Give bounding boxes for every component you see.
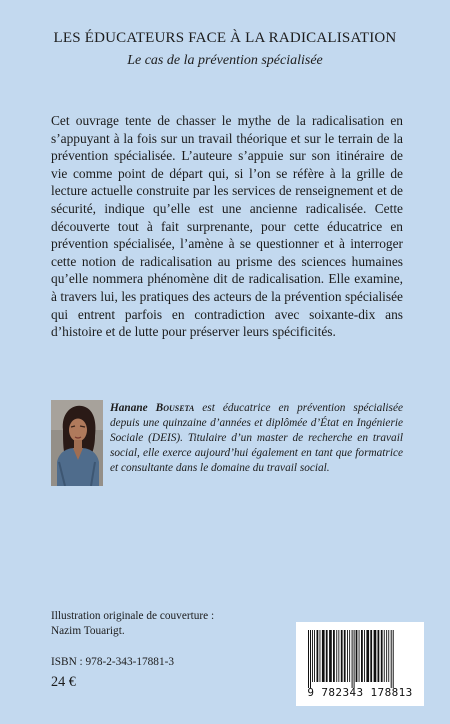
barcode-bar (374, 630, 377, 682)
barcode-bar (310, 630, 311, 688)
barcode-bar (344, 630, 346, 682)
barcode-bar (378, 630, 380, 682)
barcode-bar (308, 630, 309, 688)
barcode-bar (333, 630, 335, 682)
book-title: LES ÉDUCATEURS FACE À LA RADICALISATION (53, 30, 397, 46)
barcode-bar (322, 630, 325, 682)
barcode-bar (386, 630, 387, 682)
author-last-name: Bouseta (155, 402, 195, 414)
cover-credit (51, 609, 214, 638)
barcode-bar (314, 630, 315, 682)
barcode-bar (366, 630, 369, 682)
author-bio-text: est éducatrice en prévention spécialisée depuis une quinzaine d’années et diplômée d’État en Ingénierie Sociale (DEIS). Titulaire d’un master de recherche en travail social, elle exerce aujourd’hui également en tant que formatrice et consultante dans le domaine du travail social. (110, 402, 403, 474)
barcode-bar (347, 630, 348, 682)
barcode-bar (361, 630, 363, 682)
barcode-bar (336, 630, 337, 682)
price: 24 € (51, 674, 76, 690)
book-subtitle: Le cas de la prévention spécialisée (127, 53, 323, 68)
barcode-bar (356, 630, 358, 682)
barcode-bar (338, 630, 339, 682)
barcode-bar (388, 630, 389, 682)
barcode-bar (381, 630, 383, 682)
book-summary: Cet ouvrage tente de chasser le mythe de la radicalisation en s’appuyant à la fois sur un travail théorique et sur le terrain de la prévention spécialisée. L’auteure s’appuie sur son itinéraire de vie comme point de départ qui, si l’on se réfère à la grille de lecture actuelle construite par les services de renseignement et de sécurité, indique qu’elle est une ancienne radicalisée. Cette découverte tout à fait surprenante, pour cette éducatrice en prévention spécialisée, l’amène à se questionner et à interroger cette notion de radicalisation au prisme des sciences humaines qu’elle nommera phénomène dit de radicalisation. Elle examine, à travers lui, les pratiques des acteurs de la prévention spécialisée qui entrent parfois en contradiction avec soixante-dix ans d’histoire et de lutte pour préserver leurs spécificités. (51, 113, 403, 340)
barcode-bar (370, 630, 372, 682)
barcode-bar (329, 630, 332, 682)
cover-credit-label: Illustration originale de couverture : (51, 610, 215, 622)
barcode-bar (320, 630, 321, 682)
barcode-bar (391, 630, 392, 688)
barcode-bar (364, 630, 365, 682)
barcode-bar (312, 630, 313, 682)
cover-credit-artist: Nazim Touarigt. (51, 624, 125, 637)
isbn: ISBN : 978-2-343-17881-3 (51, 656, 175, 668)
barcode-bar (317, 630, 319, 682)
barcode-bar (359, 630, 360, 682)
barcode-bar (384, 630, 385, 682)
barcode-digits: 9 782343 178813 (307, 686, 413, 699)
author-bio (110, 401, 403, 476)
barcode-bar (352, 630, 353, 688)
barcode (296, 622, 424, 706)
author-photo (51, 400, 103, 486)
barcode-bar (349, 630, 350, 682)
author-first-name: Hanane (110, 402, 148, 414)
barcode-bar (326, 630, 328, 682)
barcode-bar (341, 630, 343, 682)
barcode-bar (354, 630, 355, 688)
barcode-bar (393, 630, 394, 688)
